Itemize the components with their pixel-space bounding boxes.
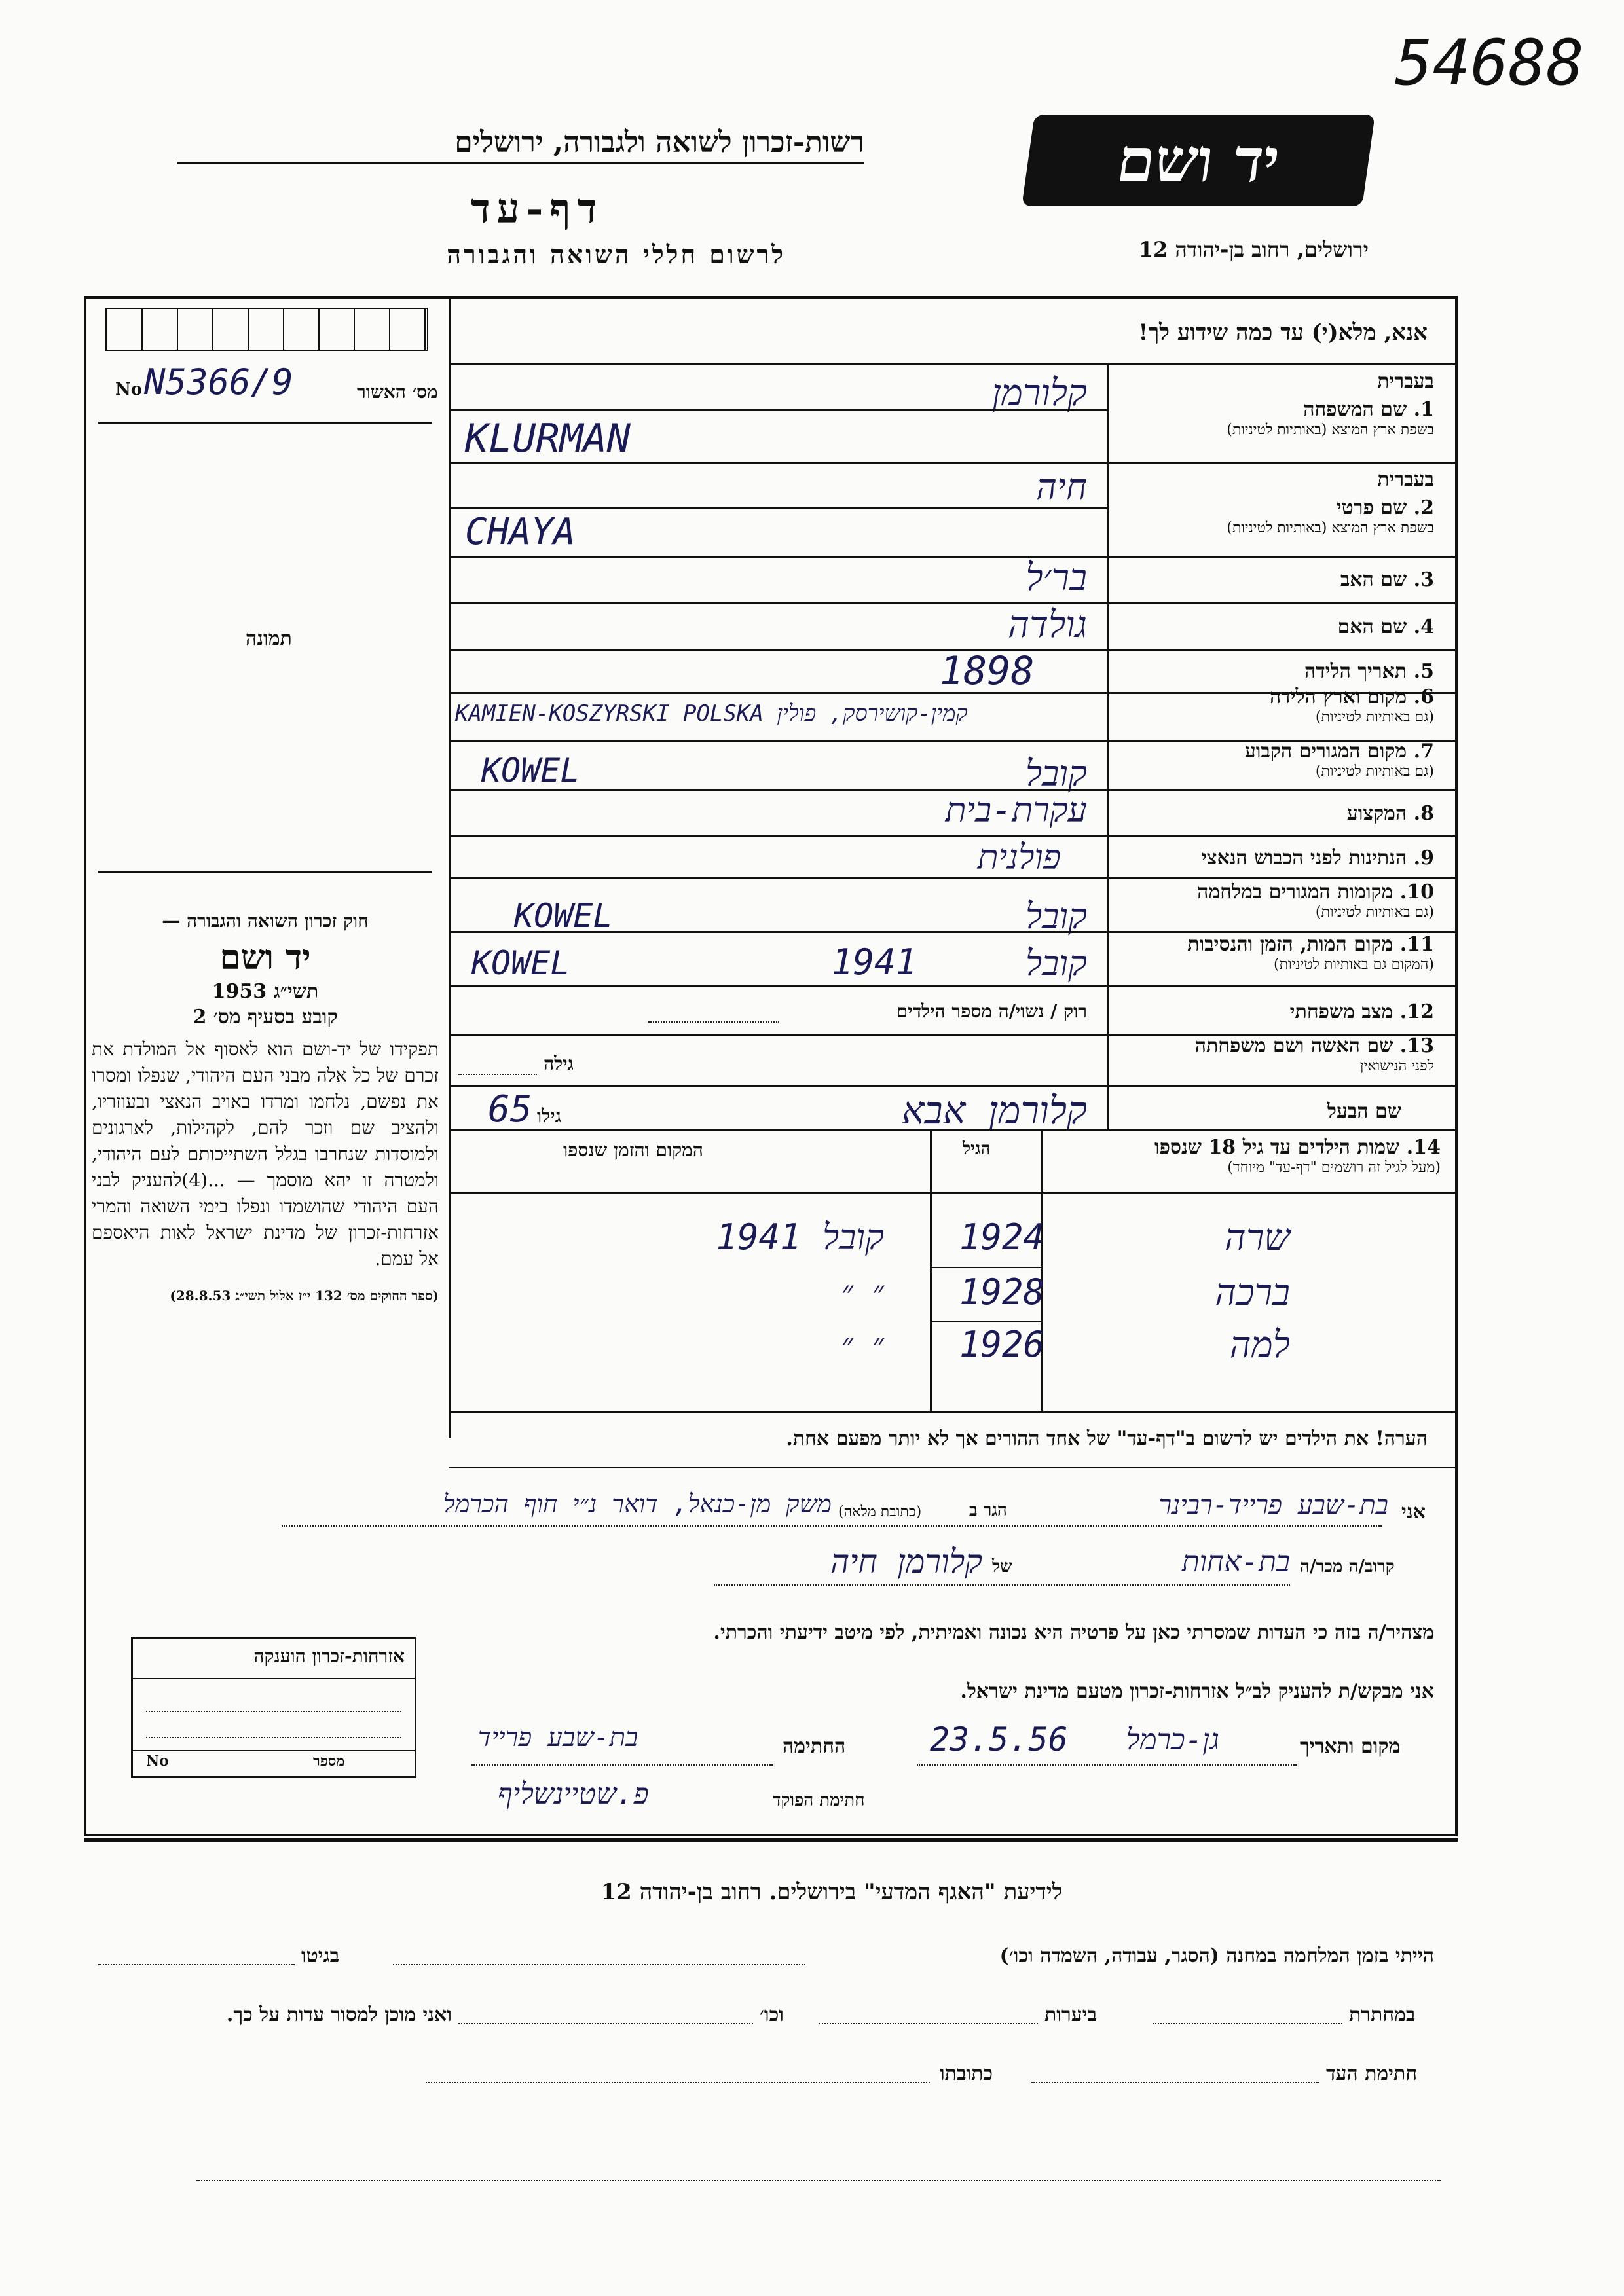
approval-rule <box>98 422 432 424</box>
law-clause: קובע בסעיף מס׳ 2 <box>193 1006 338 1029</box>
father-name: בר׳ל <box>1025 556 1087 599</box>
address-line <box>282 1525 1382 1527</box>
org-name: רשות-זכרון לשואה ולגבורה, ירושלים <box>177 126 864 164</box>
info-line3-blank <box>1031 2082 1320 2083</box>
surname-hebrew: קלורמן <box>991 372 1087 414</box>
field-13-title: 13. שם האשה ושם משפחתה <box>1194 1034 1434 1057</box>
husband-age: 65 <box>488 1088 532 1131</box>
col-age-header: הגיל <box>963 1139 991 1159</box>
signature-label: החתימה <box>783 1735 846 1758</box>
info-line2-blank2 <box>819 2023 1038 2024</box>
mother-name: גולדה <box>1008 604 1087 646</box>
declarant-name: בת-שבע פרייד-רבינר <box>1158 1490 1388 1520</box>
certificate-title: אזרחות-זכרון הוענקה <box>253 1645 405 1667</box>
wife-age-label: גילה <box>544 1053 574 1074</box>
law-title: חוק זכרון השואה והגבורה — <box>162 910 369 932</box>
rule <box>449 409 1107 411</box>
field-12-label: 12. מצב משפחתי <box>1289 1000 1434 1023</box>
request-text: אני מבקש/ת להעניק לב״ל אזרחות-זכרון מטעם מדינת ישראל. <box>960 1680 1434 1703</box>
resident-label: הגר ב <box>969 1501 1007 1520</box>
law-body: תפקידו של יד-ושם הוא לאסוף אל המולדת את זכרם של כל אלה מבני העם היהודי, שנפלו ומסרו את נפשם, נלחמו ומרדו באויב הנאצי ובעוזריו, ולהציב שם וזכר להם, לקהילות, לארגונים ולמוסדות שנחרבו בגלל השתייכותם לעם היהודי, ולמטרה זו יהא מוסמך — ...(4)להעניק לבני העם היהודי שהושמדו ונפלו בימי השואה והמרי אזרחות-זכרון של מדינת ישראל לאות היאספם אל עמם. <box>92 1038 439 1269</box>
birth-date: 1898 <box>940 648 1035 694</box>
cert-line <box>146 1711 401 1712</box>
hebrew-tag: בעברית <box>1377 370 1434 393</box>
declaration-text: מצהיר/ה בזה כי העדות שמסרתי כאן על פרטיה היא נכונה ואמיתית, לפי מיטב ידיעתי והכרתי. <box>713 1621 1434 1644</box>
field-11-title: 11. מקום המות, הזמן והנסיבות <box>1187 933 1434 956</box>
birthplace: KAMIEN-KOSZYRSKI POLSKA קמין-קושירסק, פולין <box>455 701 968 727</box>
approval-number: N5366/9 <box>144 361 293 403</box>
child-place: ״ ״ <box>841 1274 884 1311</box>
info-line1-a: הייתי בזמן המלחמה במחנה (הסגר, עבודה, השמדה וכו׳) <box>999 1944 1434 1967</box>
law-source: (ספר החוקים מס׳ 132 י״ז אלול תשי״ג 28.8.53) <box>170 1288 439 1303</box>
row-rule <box>930 1321 1041 1322</box>
rule <box>449 1411 1455 1413</box>
info-line2-blank3 <box>458 2023 753 2024</box>
place-value: גן-כרמל <box>1126 1723 1220 1757</box>
relation-value: בת-אחות <box>1181 1545 1290 1578</box>
info-line2-d: ואני מוכן למסור עדות על כך. <box>226 2003 452 2026</box>
rule <box>449 835 1455 837</box>
declarant-address: משק מן-כנאל, דואר נ״י חוף הכרמל <box>443 1489 832 1518</box>
death-place-hebrew: קובל <box>1025 943 1087 984</box>
field-8-label: 8. המקצוע <box>1346 802 1434 825</box>
declarant-ani: אני <box>1401 1501 1426 1523</box>
info-line1-b: בגיטו <box>301 1944 340 1967</box>
signature-line <box>471 1764 773 1766</box>
col-place-header: המקום והזמן שנספו <box>563 1139 703 1161</box>
field-10-label <box>1113 881 1434 920</box>
field-14-label <box>1048 1136 1441 1176</box>
law-section <box>92 910 439 1304</box>
field-1-label <box>1113 370 1434 438</box>
form-title: דף-עד <box>470 185 604 232</box>
field-7-title: 7. מקום המגורים הקבוע <box>1244 740 1434 763</box>
field-6-title: 6. מקום וארץ הלידה <box>1269 685 1434 708</box>
field-11-label <box>1113 933 1434 973</box>
row-rule <box>930 1267 1041 1268</box>
document-number: 54688 <box>1395 26 1584 100</box>
rule <box>449 985 1455 987</box>
address-label: (כתובת מלאה) <box>838 1504 922 1520</box>
info-heading: לידיעת "האגף המדעי" בירושלים. רחוב בן-יהודה 12 <box>600 1879 1063 1905</box>
wartime-residence-latin: KOWEL <box>514 897 613 935</box>
field-6-label <box>1113 685 1434 725</box>
photo-rule <box>98 871 432 873</box>
divider <box>84 1838 1458 1842</box>
yad-vashem-logo: יד ושם <box>1022 115 1375 206</box>
field-2-sub: בשפת ארץ המוצא (באותיות לטיניות) <box>1227 520 1434 536</box>
instruction-text: אנא, מלא(י) עד כמה שידוע לך! <box>1138 319 1428 346</box>
relation-line <box>714 1584 1290 1586</box>
husband-label: שם הבעל <box>1327 1100 1401 1123</box>
residence-hebrew: קובל <box>1025 753 1087 794</box>
husband-name: קלורמן אבא <box>901 1088 1087 1133</box>
child-place: ״ ״ <box>841 1326 884 1363</box>
rule <box>133 1678 415 1679</box>
photo-label: תמונה <box>246 627 292 650</box>
info-line1-blank2 <box>98 1964 295 1965</box>
col-divider <box>1041 1129 1043 1411</box>
profession: עקרת-בית <box>945 791 1087 830</box>
relation-label: קרוב/ה מכר/ה <box>1300 1557 1395 1576</box>
place-date-label: מקום ותאריך <box>1300 1735 1401 1758</box>
field-13-label <box>1113 1034 1434 1074</box>
child-place: קובל 1941 <box>716 1216 884 1258</box>
cert-line <box>146 1737 401 1738</box>
rule <box>449 1192 1455 1194</box>
officer-signature: פ.שטיינשליף <box>498 1777 649 1811</box>
date-value: 23.5.56 <box>930 1721 1068 1758</box>
child-name: שרה <box>1225 1216 1290 1259</box>
children-count-line <box>648 1021 779 1023</box>
firstname-latin: CHAYA <box>465 511 576 553</box>
hebrew-tag: בעברית <box>1377 468 1434 491</box>
field-7-label <box>1113 740 1434 780</box>
field-6-sub: (גם באותיות לטיניות) <box>1315 709 1434 725</box>
address: ירושלים, רחוב בן-יהודה 12 <box>1138 237 1369 262</box>
surname-latin: KLURMAN <box>465 416 631 462</box>
certificate-number-label: מספר <box>313 1753 345 1770</box>
column-divider <box>449 296 451 1438</box>
rule <box>449 1129 1455 1131</box>
of-label: של <box>992 1557 1012 1576</box>
field-3-label: 3. שם האב <box>1340 568 1434 591</box>
marital-status: רוק / נשוי/ה מספר הילדים <box>896 1000 1087 1022</box>
rule <box>449 363 1455 365</box>
certificate-no: No <box>146 1753 169 1770</box>
info-line3-a: חתימת העד <box>1326 2062 1418 2085</box>
field-1-title: 1. שם המשפחה <box>1303 398 1434 421</box>
approval-no-label: No <box>115 380 143 399</box>
bottom-line <box>196 2180 1441 2181</box>
rule <box>133 1750 415 1751</box>
rule <box>449 462 1455 464</box>
residence-latin: KOWEL <box>481 752 580 790</box>
field-4-label: 4. שם האם <box>1337 615 1434 638</box>
info-line1-blank <box>393 1964 805 1965</box>
husband-age-label: גילו <box>537 1105 561 1127</box>
info-line3-blank2 <box>426 2082 930 2083</box>
field-5-label: 5. תאריך הלידה <box>1304 660 1434 683</box>
field-14-title: 14. שמות הילדים עד גיל 18 שנספו <box>1154 1136 1441 1159</box>
child-age: 1924 <box>959 1216 1045 1258</box>
field-13-sub: לפני הנישואין <box>1359 1058 1434 1074</box>
field-7-sub: (גם באותיות לטיניות) <box>1315 763 1434 780</box>
officer-label: חתימת הפוקד <box>773 1791 865 1810</box>
info-line2-c: וכו׳ <box>760 2003 784 2026</box>
law-org: יד ושם <box>219 938 311 977</box>
law-year: תשי״ג 1953 <box>212 980 319 1003</box>
death-place-latin: KOWEL <box>471 944 570 982</box>
rule <box>449 507 1107 509</box>
info-line2-blank <box>1153 2023 1342 2024</box>
child-age: 1926 <box>959 1324 1045 1365</box>
field-11-sub: (המקום גם באותיות לטיניות) <box>1274 957 1434 973</box>
col-divider <box>930 1129 932 1411</box>
info-line2-a: במחתרת <box>1349 2003 1416 2026</box>
nationality: פולנית <box>977 838 1061 877</box>
field-2-title: 2. שם פרטי <box>1336 496 1434 519</box>
rule <box>449 1467 1455 1468</box>
note-text: הערה! את הילדים יש לרשום ב"דף-עד" של אחד ההורים אך לא יותר מפעם אחת. <box>786 1427 1428 1450</box>
place-date-line <box>917 1764 1297 1766</box>
info-line2-b: ביערות <box>1044 2003 1098 2026</box>
wartime-residence-hebrew: קובל <box>1025 896 1087 937</box>
field-2-label <box>1113 468 1434 536</box>
info-line3-b: כתובתו <box>940 2062 993 2085</box>
approval-label: מס׳ האשור <box>357 381 438 403</box>
child-name: למה <box>1229 1324 1290 1366</box>
certificate-box <box>131 1637 416 1778</box>
rule <box>449 877 1455 879</box>
declarant-signature: בת-שבע פרייד <box>478 1722 638 1753</box>
field-14-sub: (מעל לגיל זה רושמים "דף-עד" מיוחד) <box>1227 1159 1441 1176</box>
field-10-sub: (גם באותיות לטיניות) <box>1315 904 1434 920</box>
wife-age-line <box>458 1074 537 1075</box>
death-year: 1941 <box>832 941 917 983</box>
rule <box>449 1085 1455 1087</box>
field-9-label: 9. הנתינות לפני הכבוש הנאצי <box>1201 847 1434 869</box>
field-10-title: 10. מקומות המגורים במלחמה <box>1197 881 1434 903</box>
approval-boxes <box>105 308 428 351</box>
child-name: ברכה <box>1215 1271 1290 1314</box>
of-name: קלורמן חיה <box>830 1542 982 1580</box>
form-subtitle: לרשום חללי השואה והגבורה <box>447 240 786 269</box>
label-column-divider <box>1107 363 1109 1129</box>
field-1-sub: בשפת ארץ המוצא (באותיות לטיניות) <box>1227 422 1434 438</box>
child-age: 1928 <box>959 1271 1045 1313</box>
firstname-hebrew: חיה <box>1036 466 1087 507</box>
